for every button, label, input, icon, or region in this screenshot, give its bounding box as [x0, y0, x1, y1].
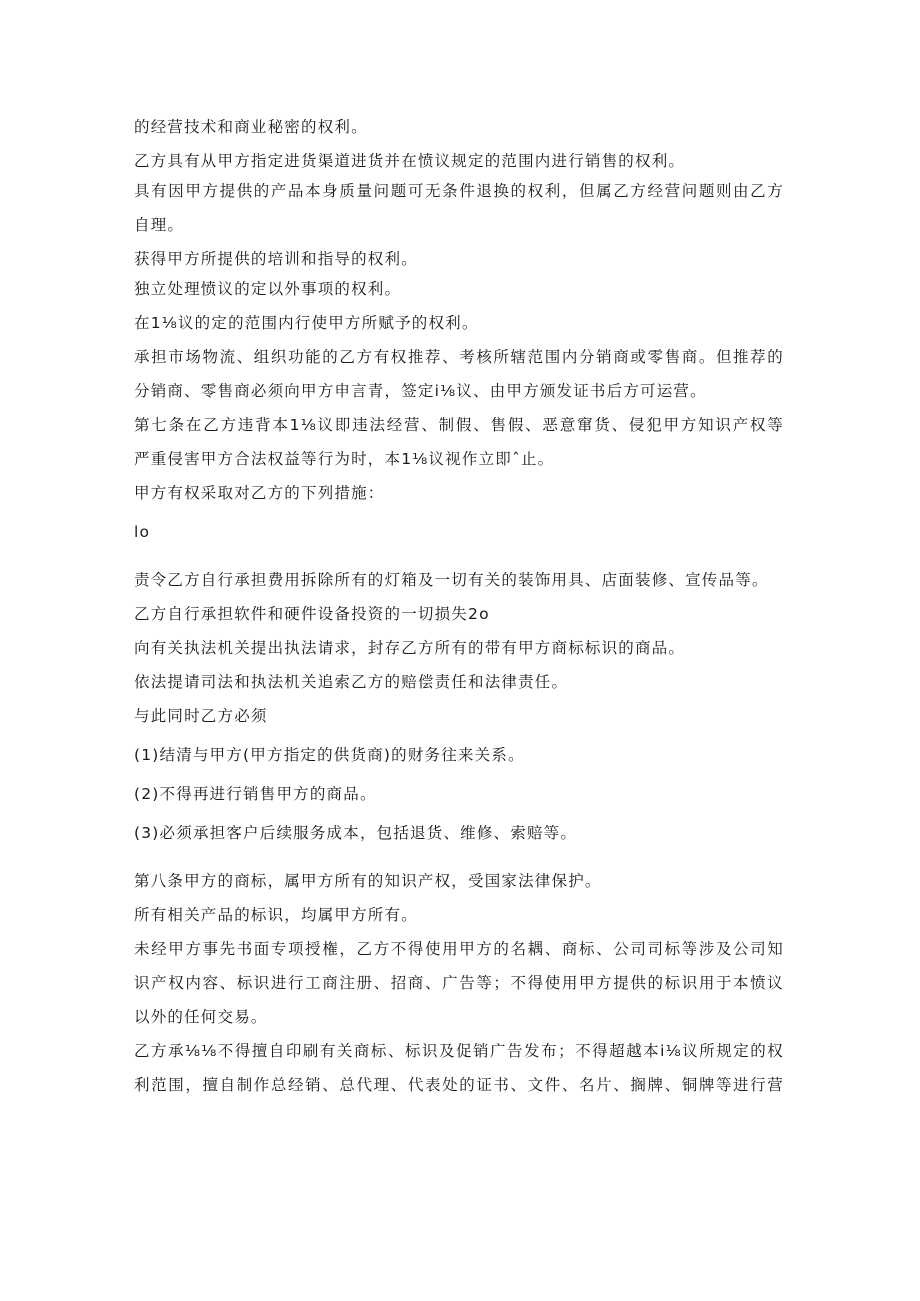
text-line: 乙方自行承担软件和硬件设备投资的一切损失2o — [134, 605, 490, 623]
text-line: (3)必须承担客户后续服务成本，包括退货、维修、索赔等。 — [134, 824, 578, 842]
text-line: (1)结清与甲方(甲方指定的供货商)的财务往来关系。 — [134, 746, 525, 764]
document-body — [134, 112, 784, 1100]
text-line: 依法提请司法和执法机关追索乙方的赔偿责任和法律责任。 — [134, 673, 569, 691]
text-line: 识产权内容、标识进行工商注册、招商、广告等；不得使用甲方提供的标识用于本愤议 — [134, 974, 784, 992]
text-line: 的经营技术和商业秘密的权利。 — [134, 118, 368, 136]
text-line: 分销商、零售商必须向甲方申言青，签定i⅛议、由甲方颁发证书后方可运营。 — [134, 382, 707, 400]
text-line: 向有关执法机关提出执法请求，封存乙方所有的带有甲方商标标识的商品。 — [134, 639, 686, 657]
text-line: 甲方有权采取对乙方的下列措施： — [134, 484, 385, 502]
text-line: 责令乙方自行承担费用拆除所有的灯箱及一切有关的装饰用具、店面装修、宣传品等。 — [134, 571, 769, 589]
text-line: 严重侵害甲方合法权益等行为时，本1⅛议视作立即ˆ止。 — [134, 450, 555, 468]
text-line: 独立处理愤议的定以外事项的权利。 — [134, 280, 402, 298]
text-line: 未经甲方事先书面专项授権，乙方不得使用甲方的名耦、商标、公司司标等涉及公司知 — [134, 940, 784, 958]
text-line: 自理。 — [134, 216, 185, 234]
text-line: 乙方承⅛⅛不得擅自印刷有关商标、标识及促销广告发布；不得超越本i⅛议所规定的权 — [134, 1042, 784, 1060]
text-line: 所有相关产品的标识，均属甲方所有。 — [134, 906, 418, 924]
text-line: 获得甲方所提供的培训和指导的权利。 — [134, 250, 418, 268]
list-marker: lo — [134, 523, 151, 541]
text-line: 乙方具有从甲方指定进货渠道进货并在愤议规定的范围内进行销售的权利。 — [134, 152, 686, 170]
text-line: 在1⅛议的定的范围内行使甲方所赋予的权利。 — [134, 314, 479, 332]
text-line: 第八条甲方的商标，属甲方所有的知识产权，受国家法律保护。 — [134, 872, 602, 890]
text-line: 具有因甲方提供的产品本身质量问题可无条件退换的权利，但属乙方经营问题则由乙方 — [134, 182, 784, 200]
text-line: 利范围，擅自制作总经销、总代理、代表处的证书、文件、名片、搁牌、铜牌等进行营 — [134, 1076, 784, 1094]
text-line: 第七条在乙方违背本1⅛议即违法经营、制假、售假、恶意窜货、侵犯甲方知识产权等 — [134, 416, 784, 434]
text-line: 以外的任何交易。 — [134, 1008, 268, 1026]
text-line: (2)不得再进行销售甲方的商品。 — [134, 785, 377, 803]
text-line: 与此同时乙方必须 — [134, 707, 268, 725]
text-line: 承担市场物流、组织功能的乙方有权推荐、考核所辖范围内分销商或零售商。但推荐的 — [134, 348, 784, 366]
